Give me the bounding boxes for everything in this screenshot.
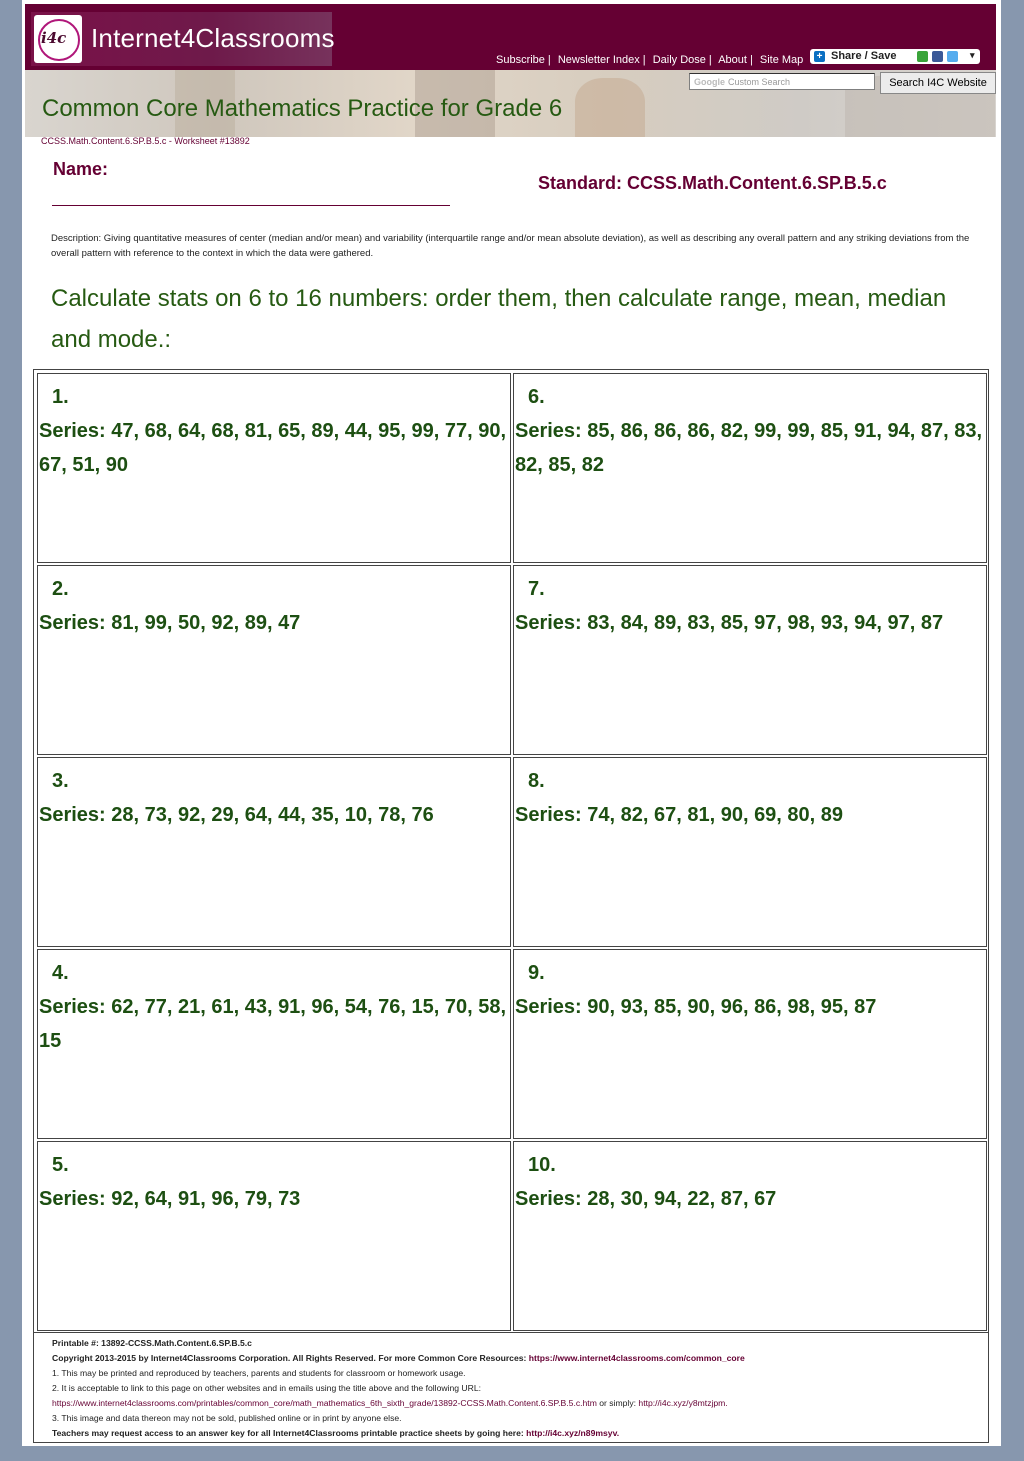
- share-save-label: Share / Save: [831, 50, 897, 62]
- page: [22, 0, 1001, 1446]
- top-nav: Subscribe | Newsletter Index | Daily Dose | About | Site Map: [496, 54, 804, 66]
- nav-about[interactable]: About: [718, 54, 747, 66]
- problem-cell: [37, 949, 511, 1139]
- instructions: Calculate stats on 6 to 16 numbers: order them, then calculate range, mean, median and mode.:: [51, 285, 947, 353]
- logo-text: Internet4Classrooms: [91, 23, 335, 53]
- search-button[interactable]: Search I4C Website: [880, 72, 996, 94]
- plus-icon: +: [814, 51, 825, 62]
- problem-series: Series: 74, 82, 67, 81, 90, 69, 80, 89: [515, 804, 844, 826]
- breadcrumb[interactable]: CCSS.Math.Content.6.SP.B.5.c - Worksheet #13892: [41, 136, 250, 146]
- problem-series: Series: 62, 77, 21, 61, 43, 91, 96, 54, 76, 15, 70, 58, 15: [39, 996, 507, 1052]
- problem-series: Series: 85, 86, 86, 86, 82, 99, 99, 85, 91, 94, 87, 83, 82, 85, 82: [515, 420, 983, 476]
- problem-cell: [37, 565, 511, 755]
- logo-badge-icon: [34, 15, 82, 63]
- short-url-link[interactable]: http://i4c.xyz/y8mtzjpm.: [638, 1398, 728, 1408]
- problem-cell: [513, 1141, 987, 1331]
- problem-number: 9.: [528, 962, 545, 984]
- answer-key-text: Teachers may request access to an answer key for all Internet4Classrooms printable practice sheets by going here:: [52, 1428, 524, 1438]
- problem-series: Series: 47, 68, 64, 68, 81, 65, 89, 44, 95, 99, 77, 90, 67, 51, 90: [39, 420, 507, 476]
- problem-number: 2.: [52, 578, 69, 600]
- note-1: 1. This may be printed and reproduced by teachers, parents and students for classroom or homework usage.: [52, 1368, 466, 1378]
- standard-label: Standard: CCSS.Math.Content.6.SP.B.5.c: [538, 173, 887, 193]
- page-title: Common Core Mathematics Practice for Grade 6: [42, 95, 563, 122]
- answer-key-line: [52, 1428, 619, 1438]
- problem-number: 6.: [528, 386, 545, 408]
- worksheet-url-link[interactable]: https://www.internet4classrooms.com/printables/common_core/math_mathematics_6th_sixth_grade/13892-CCSS.Math.Content.6.SP.B.5.c.htm: [52, 1398, 597, 1408]
- problem-number: 4.: [52, 962, 69, 984]
- problem-cell: [513, 757, 987, 947]
- problem-number: 8.: [528, 770, 545, 792]
- problem-number: 5.: [52, 1154, 69, 1176]
- problem-series: Series: 28, 73, 92, 29, 64, 44, 35, 10, 78, 76: [39, 804, 434, 826]
- problem-cell: [513, 949, 987, 1139]
- problem-cell: [37, 1141, 511, 1331]
- twitter-icon: [947, 51, 958, 62]
- note-2: 2. It is acceptable to link to this page on other websites and in emails using the title above and the following URL:: [52, 1383, 481, 1393]
- note-3: 3. This image and data thereon may not be sold, published online or in print by anyone else.: [52, 1413, 402, 1423]
- problem-series: Series: 92, 64, 91, 96, 79, 73: [39, 1188, 301, 1210]
- problem-number: 10.: [528, 1154, 556, 1176]
- chevron-down-icon: ▾: [970, 50, 975, 60]
- problem-cell: [37, 757, 511, 947]
- problem-series: Series: 83, 84, 89, 83, 85, 97, 98, 93, 94, 97, 87: [515, 612, 944, 634]
- site-header: [25, 4, 996, 70]
- name-line: [52, 205, 450, 206]
- problem-cell: [37, 373, 511, 563]
- footer: [33, 1332, 989, 1443]
- facebook-icon: [932, 51, 943, 62]
- nav-site-map[interactable]: Site Map: [759, 54, 804, 66]
- name-label: Name:: [53, 159, 109, 179]
- site-logo[interactable]: [31, 12, 335, 66]
- search-placeholder: Custom Search: [728, 77, 791, 87]
- description: Description: Giving quantitative measures of center (median and/or mean) and variability (interquartile range and/or mean absolute deviation), as well as describing any overall pattern and any striking deviations from the overall pattern with reference to the context in which the data were gathered.: [51, 233, 970, 259]
- url-line: [52, 1398, 728, 1408]
- problem-series: Series: 90, 93, 85, 90, 96, 86, 98, 95, 87: [515, 996, 877, 1018]
- problem-number: 3.: [52, 770, 69, 792]
- share-icon: [917, 51, 928, 62]
- nav-daily-dose[interactable]: Daily Dose: [652, 54, 706, 66]
- common-core-link[interactable]: https://www.internet4classrooms.com/common_core: [528, 1353, 745, 1363]
- problem-grid: [33, 369, 989, 1333]
- problem-cell: [513, 373, 987, 563]
- copyright: [52, 1353, 745, 1363]
- problem-series: Series: 28, 30, 94, 22, 87, 67: [515, 1188, 777, 1210]
- nav-newsletter-index[interactable]: Newsletter Index: [557, 54, 640, 66]
- problem-cell: [513, 565, 987, 755]
- nav-subscribe[interactable]: Subscribe: [496, 54, 545, 66]
- url-or-text: or simply:: [599, 1398, 637, 1408]
- answer-key-link[interactable]: http://i4c.xyz/n89msyv.: [526, 1428, 620, 1438]
- copyright-text: Copyright 2013-2015 by Internet4Classrooms Corporation. All Rights Reserved. For more Common Core Resources:: [52, 1353, 527, 1363]
- problem-number: 1.: [52, 386, 69, 408]
- google-logo: Google: [694, 77, 725, 87]
- problem-series: Series: 81, 99, 50, 92, 89, 47: [39, 612, 301, 634]
- search-input[interactable]: [689, 73, 875, 90]
- printable-number: Printable #: 13892-CCSS.Math.Content.6.SP.B.5.c: [52, 1338, 252, 1348]
- logo-badge-text: i4c: [41, 29, 67, 47]
- problem-number: 7.: [528, 578, 545, 600]
- share-save-button[interactable]: [810, 49, 980, 64]
